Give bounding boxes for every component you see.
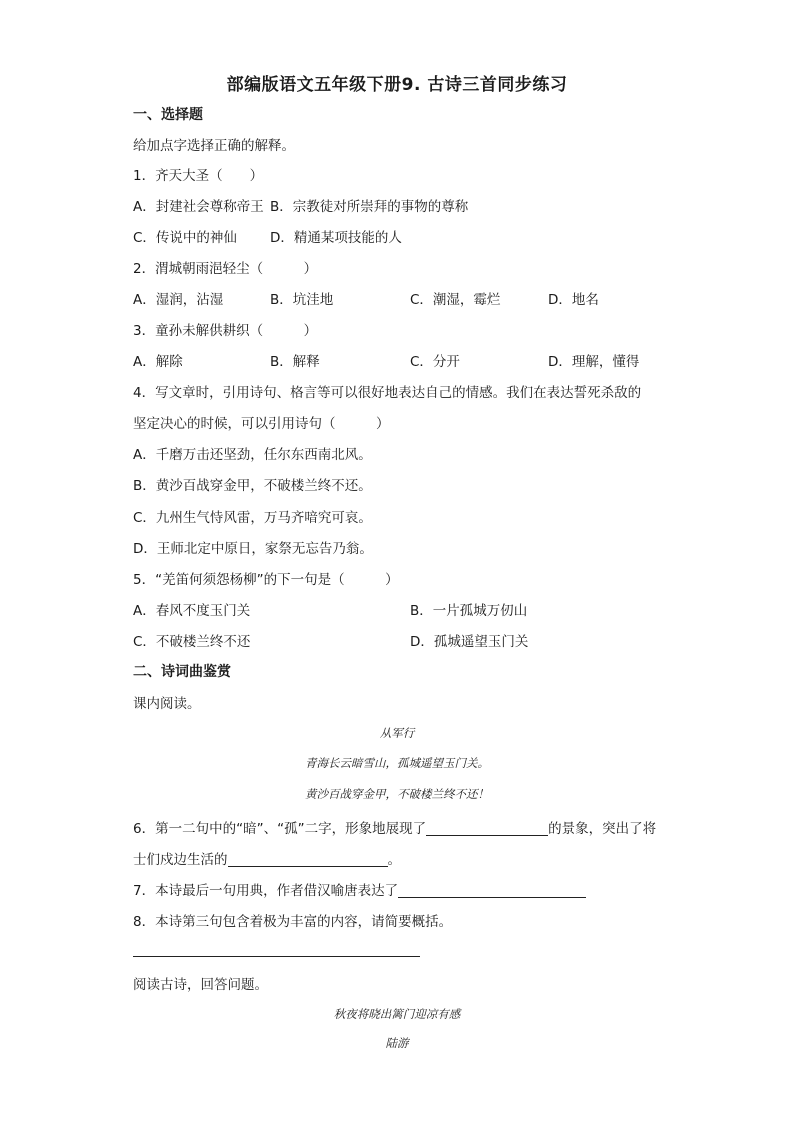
page-title: 部编版语文五年级下册9. 古诗三首同步练习 (226, 75, 568, 95)
poem-2-title: 秋夜将晓出篱门迎凉有感 (333, 1007, 461, 1021)
answer-blank[interactable] (398, 883, 586, 898)
question-4-option-b: B．黄沙百战穿金甲，不破楼兰终不还。 (133, 478, 372, 494)
question-4-stem-line-1: 4．写文章时，引用诗句、格言等可以很好地表达自己的情感。我们在表达誓死杀敌的 (133, 385, 642, 401)
question-5-stem: 5．“羌笛何须怨杨柳”的下一句是（ ） (133, 572, 399, 588)
poem-1-line-2: 黄沙百战穿金甲，不破楼兰终不还！ (305, 787, 489, 801)
question-4-stem-line-2: 坚定决心的时候，可以引用诗句（ ） (133, 416, 390, 432)
question-6-line-2 (133, 848, 401, 868)
question-1-option-d: D．精通某项技能的人 (270, 230, 402, 246)
question-6-text-c: 士们戍边生活的 (133, 852, 228, 868)
question-5-option-c: C．不破楼兰终不还 (133, 634, 251, 650)
question-8-text: 8．本诗第三句包含着极为丰富的内容，请简要概括。 (133, 914, 453, 930)
question-3-option-d: D．理解，懂得 (548, 354, 640, 370)
question-2-option-d: D．地名 (548, 292, 599, 308)
reading-intro: 课内阅读。 (133, 696, 201, 712)
question-1-option-a: A．封建社会尊称帝王 (133, 199, 264, 215)
question-3-option-c: C．分开 (410, 354, 460, 370)
question-4-option-a: A．千磨万击还坚劲，任尔东西南北风。 (133, 447, 372, 463)
question-7-text: 7．本诗最后一句用典，作者借汉喻唐表达了 (133, 883, 399, 899)
poem-1-line-1: 青海长云暗雪山，孤城遥望玉门关。 (305, 756, 489, 770)
question-2-option-a: A．湿润，沾湿 (133, 292, 224, 308)
reading-intro-2: 阅读古诗，回答问题。 (133, 977, 268, 993)
answer-line[interactable] (133, 956, 420, 957)
question-5-option-b: B．一片孤城万仞山 (410, 603, 528, 619)
question-3-stem: 3．童孙未解供耕织（ ） (133, 323, 318, 339)
question-6-text-a: 6．第一二句中的“暗”、“孤”二字，形象地展现了 (133, 821, 427, 837)
question-6-line-1 (133, 817, 656, 837)
instruction-text: 给加点字选择正确的解释。 (133, 138, 295, 154)
question-7-line (133, 879, 586, 899)
question-5-option-a: A．春风不度玉门关 (133, 603, 251, 619)
question-3-option-a: A．解除 (133, 354, 183, 370)
question-4-option-d: D．王师北定中原日，家祭无忘告乃翁。 (133, 541, 373, 557)
question-2-option-c: C．潮湿，霉烂 (410, 292, 501, 308)
question-5-option-d: D．孤城遥望玉门关 (410, 634, 529, 650)
question-6-text-b: 的景象，突出了将 (548, 821, 657, 837)
question-2-stem: 2．渭城朝雨浥轻尘（ ） (133, 261, 318, 277)
answer-blank[interactable] (228, 852, 388, 867)
question-1-option-c: C．传说中的神仙 (133, 230, 237, 246)
section-heading-poetry: 二、诗词曲鉴赏 (133, 664, 231, 680)
question-3-option-b: B．解释 (270, 354, 320, 370)
question-4-option-c: C．九州生气恃风雷，万马齐喑究可哀。 (133, 510, 372, 526)
question-1-stem: 1．齐天大圣（ ） (133, 168, 264, 184)
section-heading-choice: 一、选择题 (133, 107, 203, 123)
question-2-option-b: B．坑洼地 (270, 292, 334, 308)
poem-1-title: 从军行 (379, 726, 415, 740)
question-6-text-d: 。 (387, 852, 401, 868)
question-1-option-b: B．宗教徒对所崇拜的事物的尊称 (270, 199, 469, 215)
answer-blank[interactable] (426, 821, 548, 836)
poem-2-author: 陆游 (385, 1036, 409, 1050)
